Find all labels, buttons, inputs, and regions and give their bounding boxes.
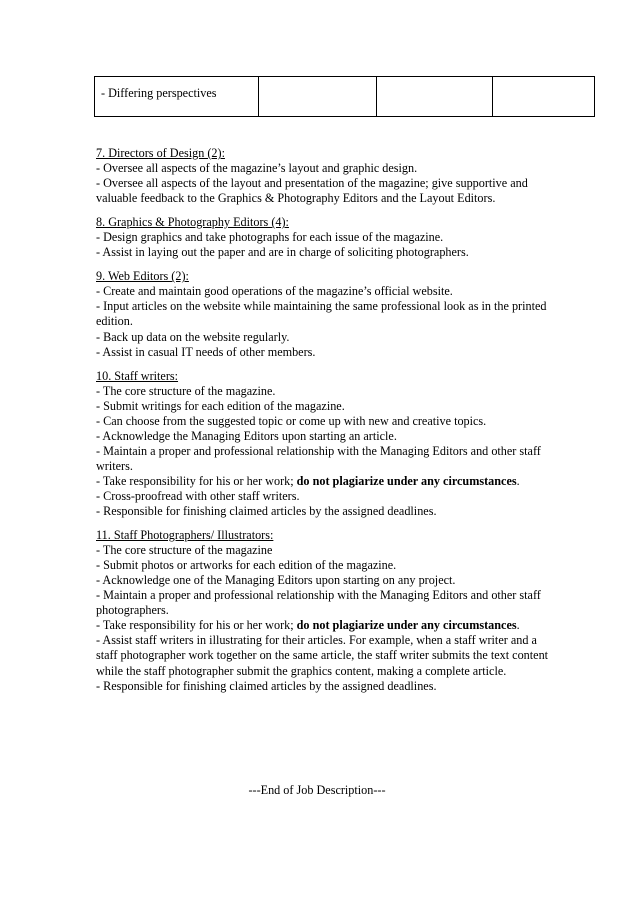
emphasis-suffix: . [516, 618, 520, 633]
emphasis-prefix: - Take responsibility for his or her work; [96, 473, 297, 488]
section-heading: 10. Staff writers: [96, 368, 179, 383]
list-item: - Input articles on the website while maintaining the same professional look as in the printed edition. [96, 299, 547, 329]
table-row [95, 77, 595, 117]
section-heading: 9. Web Editors (2): [96, 269, 189, 284]
list-item: - Responsible for finishing claimed articles by the assigned deadlines. [96, 678, 437, 693]
section-heading: 11. Staff Photographers/ Illustrators: [96, 528, 274, 543]
job-table [94, 76, 595, 117]
list-item: - Responsible for finishing claimed articles by the assigned deadlines. [96, 504, 437, 519]
list-item: - Assist staff writers in illustrating for their articles. For example, when a staff writer and a staff photographer work together on the same article, the staff writer submits the text content while the staff photographer submit the graphics content, making a complete article. [96, 633, 549, 678]
list-item: - Cross-proofread with other staff writers. [96, 488, 300, 503]
list-item: - Design graphics and take photographs for each issue of the magazine. [96, 230, 444, 245]
end-of-description-note [0, 783, 638, 798]
section-heading: 8. Graphics & Photography Editors (4): [96, 215, 289, 230]
list-item: - Maintain a proper and professional relationship with the Managing Editors and other staff writers. [96, 443, 541, 473]
emphasis-bold-text: do not plagiarize under any circumstances [296, 473, 517, 488]
list-item: - Oversee all aspects of the layout and presentation of the magazine; give supportive and valuable feedback to the Graphics & Photography Editors and the Layout Editors. [96, 176, 528, 206]
list-item: - Assist in casual IT needs of other members. [96, 344, 316, 359]
section-graphics-photography-editors [96, 215, 556, 260]
list-item: - Assist in laying out the paper and are in charge of soliciting photographers. [96, 245, 469, 260]
list-item-emphasis [96, 474, 556, 489]
list-item: - Submit writings for each edition of the magazine. [96, 398, 345, 413]
list-item: - Acknowledge one of the Managing Editors upon starting on any project. [96, 573, 456, 588]
table-cell [259, 77, 377, 117]
list-item: - Oversee all aspects of the magazine’s layout and graphic design. [96, 161, 418, 176]
list-item: - Create and maintain good operations of the magazine’s official website. [96, 284, 453, 299]
section-heading: 7. Directors of Design (2): [96, 146, 225, 160]
list-item: - The core structure of the magazine [96, 543, 273, 558]
emphasis-prefix: - Take responsibility for his or her work; [96, 618, 297, 633]
section-staff-photographers-illustrators [96, 528, 556, 694]
list-item: - Can choose from the suggested topic or come up with new and creative topics. [96, 413, 487, 428]
end-note-text: ---End of Job Description--- [248, 783, 386, 797]
section-directors-of-design [96, 146, 556, 206]
list-item: - Back up data on the website regularly. [96, 329, 290, 344]
table-cell [493, 77, 595, 117]
emphasis-suffix: . [516, 473, 520, 488]
emphasis-bold-text: do not plagiarize under any circumstances [296, 618, 517, 633]
list-item-emphasis [96, 618, 556, 633]
list-item: - Maintain a proper and professional relationship with the Managing Editors and other staff photographers. [96, 588, 541, 618]
list-item: - The core structure of the magazine. [96, 383, 276, 398]
job-descriptions [96, 146, 556, 694]
table-cell [377, 77, 493, 117]
section-web-editors [96, 269, 556, 359]
table-cell: - Differing perspectives [95, 77, 259, 117]
list-item: - Acknowledge the Managing Editors upon starting an article. [96, 428, 397, 443]
list-item: - Submit photos or artworks for each edition of the magazine. [96, 558, 397, 573]
section-staff-writers [96, 369, 556, 519]
